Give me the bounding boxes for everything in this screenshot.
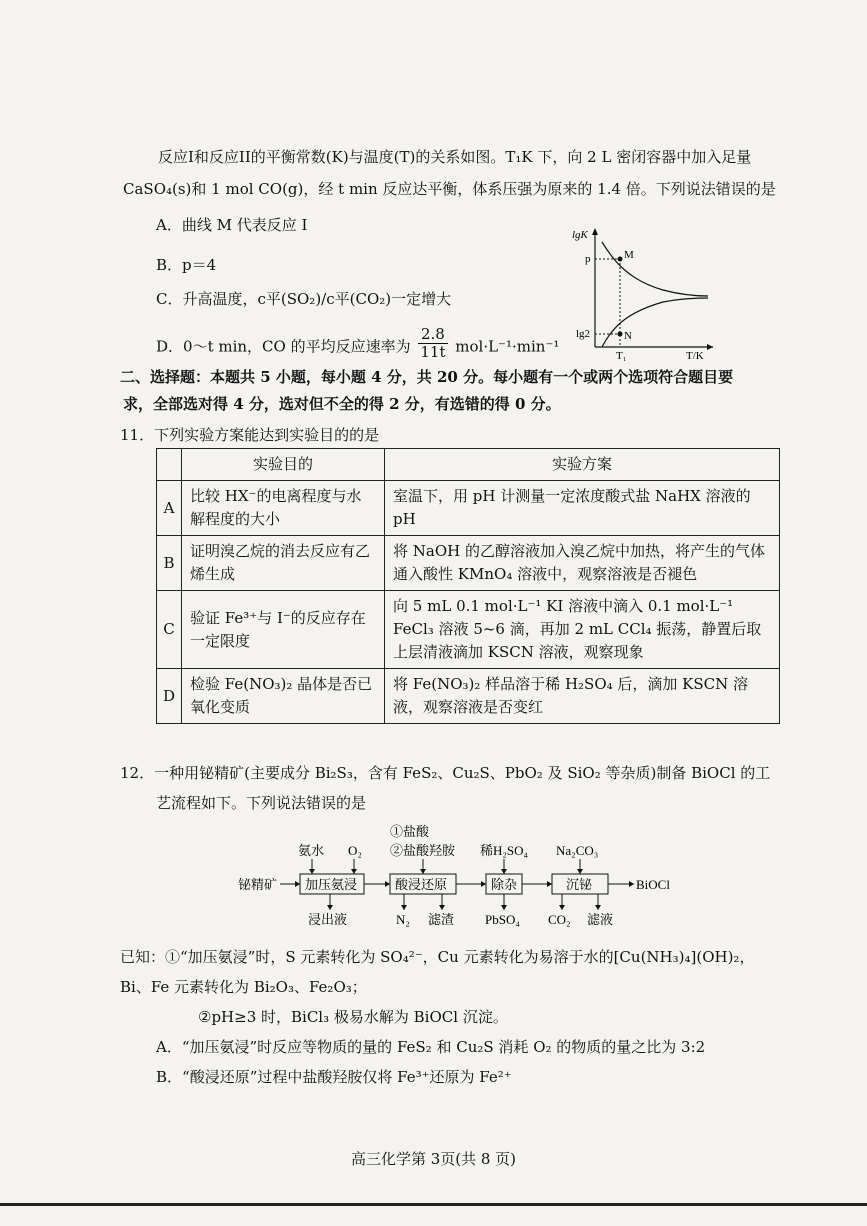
- flow-output-pbso4: PbSO₄: [485, 912, 520, 927]
- flow-arrowhead: [559, 905, 565, 910]
- row-plan: 向 5 mL 0.1 mol·L⁻¹ KI 溶液中滴入 0.1 mol·L⁻¹ FeCl₃ 溶液 5~6 滴，再加 2 mL CCl₄ 振荡，静置后取上层清液滴加 KSCN 溶液，观察现象: [385, 591, 780, 669]
- q12-option-b: B．“酸浸还原”过程中盐酸羟胺仅将 Fe³⁺还原为 Fe²⁺: [156, 1068, 512, 1086]
- page-footer: 高三化学第 3页(共 8 页): [350, 1150, 517, 1168]
- section2-heading-line1: 二、选择题：本题共 5 小题，每小题 4 分，共 20 分。每小题有一个或两个选项符合题目要: [120, 368, 734, 386]
- flow-arrowhead: [595, 905, 601, 910]
- flow-output-residue: 滤渣: [428, 912, 455, 927]
- flow-box1-label: 加压氨浸: [305, 877, 358, 892]
- q12-known-line1: 已知：①“加压氨浸”时，S 元素转化为 SO₄²⁻，Cu 元素转化为易溶于水的[Cu(NH₃)₄](OH)₂，: [120, 948, 755, 966]
- q10-option-d-prefix: D．0～t min，CO 的平均反应速率为: [156, 337, 411, 356]
- q11-stem: 11．下列实验方案能达到实验目的的是: [120, 426, 380, 444]
- row-letter: D: [157, 669, 182, 724]
- row-plan: 室温下，用 pH 计测量一定浓度酸式盐 NaHX 溶液的 pH: [385, 481, 780, 536]
- lgk-temperature-graph: [568, 222, 718, 362]
- flow-output-co2: CO₂: [548, 912, 571, 927]
- flow-arrowhead: [577, 869, 583, 874]
- flow-output-n2: N₂: [396, 912, 410, 927]
- flow-arrowhead: [420, 869, 426, 874]
- row-plan: 将 NaOH 的乙醇溶液加入溴乙烷中加热，将产生的气体通入酸性 KMnO₄ 溶液中，观察溶液是否褪色: [385, 536, 780, 591]
- flow-arrowhead: [295, 881, 300, 887]
- flow-input-hydroxylamine: ②盐酸羟胺: [390, 843, 456, 858]
- q12-option-a: A．“加压氨浸”时反应等物质的量的 FeS₂ 和 Cu₂S 消耗 O₂ 的物质的量之比为 3:2: [156, 1038, 706, 1056]
- flow-arrowhead: [481, 881, 486, 887]
- q10-option-a: A．曲线 M 代表反应 I: [156, 216, 308, 234]
- table-header-row: [157, 449, 780, 481]
- flow-end-label: BiOCl: [636, 877, 670, 892]
- point-n: [618, 332, 623, 337]
- experiment-table: [156, 448, 780, 724]
- rate-fraction: [418, 326, 447, 361]
- row-letter: B: [157, 536, 182, 591]
- flow-input-o2: O₂: [348, 843, 362, 858]
- row-goal: 比较 HX⁻的电离程度与水解程度的大小: [182, 481, 385, 536]
- m-label: M: [624, 249, 634, 261]
- flow-box2-label: 酸浸还原: [395, 877, 448, 892]
- point-m: [618, 257, 623, 262]
- q12-known-line3: ②pH≥3 时，BiCl₃ 极易水解为 BiOCl 沉淀。: [198, 1008, 508, 1026]
- n-label: N: [624, 330, 632, 342]
- table-header-plan: 实验方案: [385, 449, 780, 481]
- q12-known-line2: Bi、Fe 元素转化为 Bi₂O₃、Fe₂O₃；: [120, 978, 367, 996]
- row-letter: A: [157, 481, 182, 536]
- curve-m: [602, 242, 708, 296]
- fraction-denominator: 11t: [420, 343, 446, 361]
- flow-output-filtrate: 滤液: [587, 912, 614, 927]
- flow-arrowhead: [547, 881, 552, 887]
- row-goal: 验证 Fe³⁺与 I⁻的反应存在一定限度: [182, 591, 385, 669]
- fraction-numerator: 2.8: [418, 326, 447, 344]
- p-tick-label: p: [585, 253, 591, 265]
- curve-n: [602, 298, 708, 347]
- x-axis-arrow: [707, 344, 713, 350]
- flow-arrowhead: [385, 881, 390, 887]
- table-row: [157, 669, 780, 724]
- row-goal: 证明溴乙烷的消去反应有乙烯生成: [182, 536, 385, 591]
- flow-output-leachate: 浸出液: [308, 912, 348, 927]
- process-flow-diagram: [230, 818, 700, 933]
- flow-arrowhead: [439, 905, 445, 910]
- flow-input-hcl: ①盐酸: [390, 824, 430, 839]
- flow-box3-label: 除杂: [491, 877, 518, 892]
- row-goal: 检验 Fe(NO₃)₂ 晶体是否已氧化变质: [182, 669, 385, 724]
- q10-option-d-unit: mol·L⁻¹·min⁻¹: [455, 337, 560, 356]
- y-axis-label: lgK: [572, 229, 588, 241]
- q10-option-b: B．p＝4: [156, 256, 217, 274]
- flow-arrowhead: [629, 881, 634, 887]
- table-header-goal: 实验目的: [182, 449, 385, 481]
- q12-stem-line1: 12．一种用铋精矿(主要成分 Bi₂S₃，含有 FeS₂、Cu₂S、PbO₂ 及 SiO₂ 等杂质)制备 BiOCl 的工: [120, 764, 771, 782]
- flow-box4-label: 沉铋: [566, 877, 593, 892]
- y-axis-arrow: [592, 228, 598, 235]
- flow-start-label: 铋精矿: [238, 877, 278, 892]
- q10-stem-line1: 反应I和反应II的平衡常数(K)与温度(T)的关系如图。T₁K 下，向 2 L 密闭容器中加入足量: [158, 148, 752, 166]
- q10-stem-line2: CaSO₄(s)和 1 mol CO(g)，经 t min 反应达平衡，体系压强为原来的 1.4 倍。下列说法错误的是: [123, 180, 776, 198]
- flow-input-na2co3: Na₂CO₃: [556, 843, 599, 858]
- table-row: [157, 591, 780, 669]
- flow-arrowhead: [351, 869, 357, 874]
- flow-arrowhead: [309, 869, 315, 874]
- t1-tick-label: T₁: [616, 350, 627, 362]
- row-letter: C: [157, 591, 182, 669]
- table-row: [157, 481, 780, 536]
- table-header-empty: [157, 449, 182, 481]
- row-plan: 将 Fe(NO₃)₂ 样品溶于稀 H₂SO₄ 后，滴加 KSCN 溶液，观察溶液是否变红: [385, 669, 780, 724]
- flow-arrowhead: [401, 905, 407, 910]
- x-axis-label: T/K: [686, 350, 704, 362]
- table-row: [157, 536, 780, 591]
- page-bottom-border: [0, 1203, 867, 1206]
- q12-stem-line2: 艺流程如下。下列说法错误的是: [156, 794, 367, 812]
- q10-option-d: [156, 325, 560, 365]
- flow-input-ammonia: 氨水: [298, 843, 325, 858]
- flow-input-h2so4: 稀H₂SO₄: [480, 843, 529, 858]
- flow-arrowhead: [501, 905, 507, 910]
- lg2-tick-label: lg2: [576, 328, 591, 340]
- flow-arrowhead: [327, 905, 333, 910]
- q10-option-c: C．升高温度，c平(SO₂)/c平(CO₂)一定增大: [156, 290, 452, 308]
- section2-heading-line2: 求，全部选对得 4 分，选对但不全的得 2 分，有选错的得 0 分。: [123, 395, 561, 413]
- flow-arrowhead: [501, 869, 507, 874]
